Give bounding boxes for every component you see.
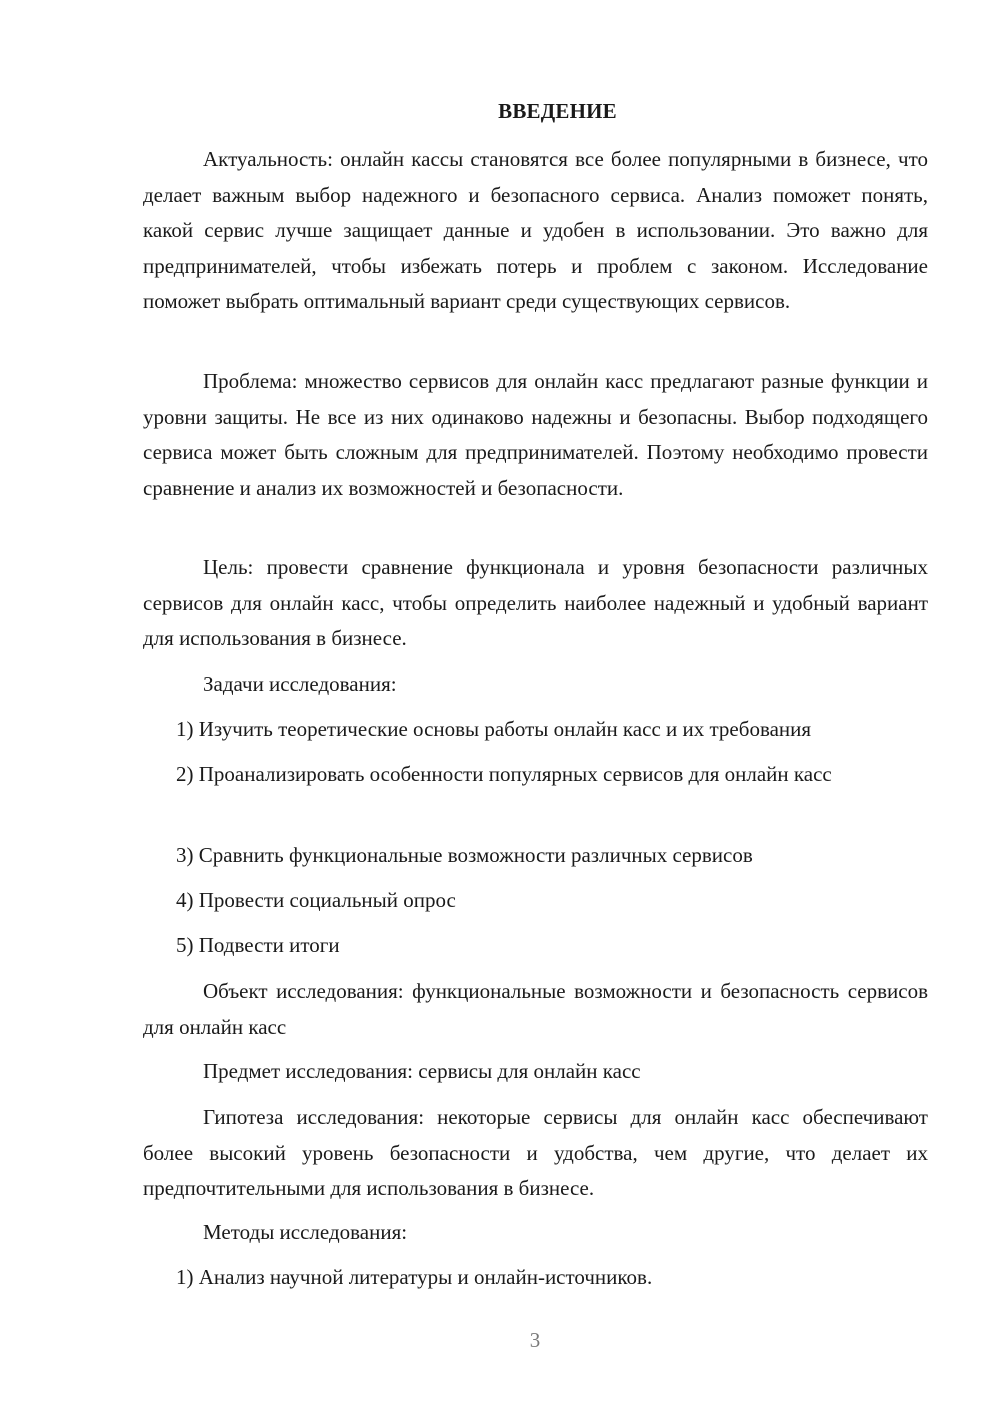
tasks-heading: Задачи исследования: [203, 672, 397, 696]
paragraph-hypothesis: Гипотеза исследования: некоторые сервисы для онлайн касс обеспечивают более высокий уровень безопасности и удобства, чем другие, что делает их предпочтительными для использования в бизнесе. [143, 1105, 928, 1200]
method-item-1: 1) Анализ научной литературы и онлайн-источников. [176, 1265, 653, 1289]
document-page [143, 0, 928, 1414]
task-item-3: 3) Сравнить функциональные возможности различных сервисов [176, 843, 753, 867]
task-item-5: 5) Подвести итоги [176, 933, 340, 957]
task-item-2: 2) Проанализировать особенности популярных сервисов для онлайн касс [176, 762, 832, 786]
page-number: 3 [529, 1328, 541, 1352]
page-title: ВВЕДЕНИЕ [498, 99, 617, 123]
task-item-1: 1) Изучить теоретические основы работы онлайн касс и их требования [176, 717, 812, 741]
task-item-4: 4) Провести социальный опрос [176, 888, 456, 912]
paragraph-problem: Проблема: множество сервисов для онлайн касс предлагают разные функции и уровни защиты. Не все из них одинаково надежны и безопасны. Выбор подходящего сервиса может быть сложным для предпринимателей. Поэтому необходимо провести сравнение и анализ их возможностей и безопасности. [143, 369, 928, 500]
paragraph-object: Объект исследования: функциональные возможности и безопасность сервисов для онлайн касс [143, 979, 928, 1039]
paragraph-subject: Предмет исследования: сервисы для онлайн касс [203, 1059, 641, 1083]
paragraph-relevance: Актуальность: онлайн кассы становятся все более популярными в бизнесе, что делает важным выбор надежного и безопасного сервиса. Анализ поможет понять, какой сервис лучше защищает данные и удобен в использовании. Это важно для предпринимателей, чтобы избежать потерь и проблем с законом. Исследование поможет выбрать оптимальный вариант среди существующих сервисов. [143, 147, 928, 313]
paragraph-goal: Цель: провести сравнение функционала и уровня безопасности различных сервисов для онлайн касс, чтобы определить наиболее надежный и удобный вариант для использования в бизнесе. [143, 555, 928, 650]
methods-heading: Методы исследования: [203, 1220, 408, 1244]
